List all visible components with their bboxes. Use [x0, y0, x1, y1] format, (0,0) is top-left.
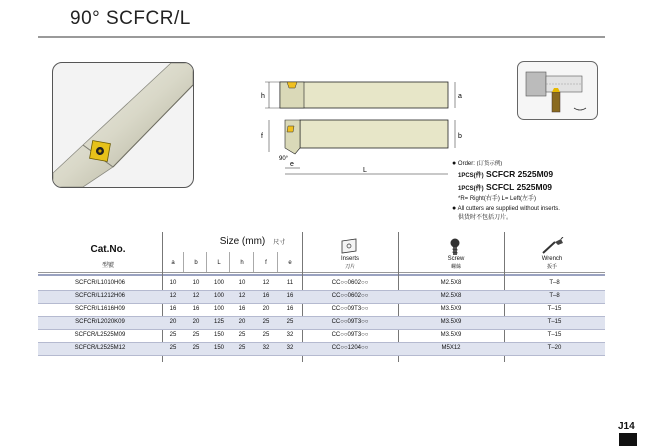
cell-insert: CC○○09T3○○	[331, 332, 369, 338]
cell-screw: M2.5X8	[440, 293, 462, 299]
cell-l: 100	[213, 306, 224, 312]
wrench-header: Wrench	[541, 256, 563, 262]
table-row	[38, 317, 605, 329]
cell-f: 25	[262, 319, 270, 325]
cell-l: 125	[213, 319, 224, 325]
supply-note-cn: 供货时不包括刀片。	[458, 215, 513, 221]
cell-h: 20	[238, 319, 246, 325]
col-L-header: L	[217, 260, 221, 266]
cell-a: 12	[169, 293, 177, 299]
order-line: ● Order: (订货示例)	[452, 160, 503, 167]
size-header: Size (mm) 尺寸	[219, 236, 286, 247]
dim-L-label: L	[363, 167, 367, 174]
tool-holder-illustration	[53, 63, 193, 187]
cell-e: 11	[286, 280, 294, 286]
cell-screw: M3.5X9	[440, 332, 462, 338]
wrench-icon	[541, 237, 565, 255]
screw-header-cn: 螺絲	[450, 264, 461, 270]
dim-angle-label: 90°	[279, 156, 289, 162]
cell-l: 100	[213, 280, 224, 286]
dim-a-label: a	[458, 93, 462, 100]
order-notes	[452, 159, 642, 223]
cell-h: 25	[238, 345, 246, 351]
col-e-header: e	[288, 260, 292, 266]
cell-insert: CC○○09T3○○	[331, 319, 369, 325]
dimension-drawing	[255, 74, 470, 178]
col-a-header: a	[171, 260, 175, 266]
cell-a: 10	[169, 280, 177, 286]
screw-header: Screw	[447, 256, 465, 262]
table-row	[38, 291, 605, 303]
cell-screw: M2.5X8	[440, 280, 462, 286]
order-label-cn: (订货示例)	[476, 161, 503, 167]
cell-screw: M5X12	[441, 345, 461, 351]
col-f-header: f	[265, 260, 267, 266]
cell-e: 32	[286, 345, 294, 351]
rl-note: *R= Right(右手) L= Left(左手)	[458, 196, 537, 202]
cell-e: 32	[286, 332, 294, 338]
side-view-body	[300, 120, 448, 148]
cell-a: 16	[169, 306, 177, 312]
cell-insert: CC○○0602○○	[331, 293, 369, 299]
cell-b: 12	[192, 293, 200, 299]
screw-icon	[448, 238, 462, 256]
cell-wrench: T–15	[547, 319, 562, 325]
tool-holder-photo	[52, 62, 194, 188]
cell-wrench: T–20	[547, 345, 562, 351]
cell-a: 20	[169, 319, 177, 325]
cell-f: 25	[262, 332, 270, 338]
cell-cat: SCFCR/L2020K09	[75, 319, 125, 325]
cell-cat: SCFCR/L2525M12	[74, 345, 126, 351]
cell-e: 16	[286, 293, 294, 299]
cell-h: 10	[238, 280, 246, 286]
top-view-body	[280, 82, 448, 108]
cell-f: 20	[262, 306, 270, 312]
spec-table	[38, 232, 605, 362]
cell-l: 100	[213, 293, 224, 299]
cell-f: 12	[262, 280, 270, 286]
cell-b: 10	[192, 280, 200, 286]
cat-no-header-cn: 型號	[101, 263, 114, 269]
table-row	[38, 278, 605, 290]
cell-screw: M3.5X9	[440, 306, 462, 312]
dim-b-label: b	[458, 133, 462, 140]
page-title: 90° SCFCR/L	[70, 8, 191, 29]
cell-cat: SCFCR/L2525M09	[74, 332, 126, 338]
table-row	[38, 330, 605, 342]
table-row	[38, 343, 605, 355]
page-tab-marker	[619, 433, 637, 446]
order-example-1: 1PCS(件) SCFCR 2525M09	[458, 169, 554, 179]
cell-e: 25	[286, 319, 294, 325]
cell-b: 25	[192, 345, 200, 351]
cell-e: 16	[286, 306, 294, 312]
cell-wrench: T–15	[547, 306, 562, 312]
cell-h: 12	[238, 293, 246, 299]
header-underline	[38, 274, 605, 276]
header-rule	[38, 272, 605, 273]
cell-h: 16	[238, 306, 246, 312]
inserts-header-cn: 刀片	[344, 264, 355, 270]
title-divider	[38, 36, 605, 38]
cell-l: 150	[213, 332, 224, 338]
cell-l: 150	[213, 345, 224, 351]
col-b-header: b	[194, 260, 198, 266]
cell-cat: SCFCR/L1212H06	[74, 293, 126, 299]
machining-thumbnail	[517, 61, 598, 120]
cell-a: 25	[169, 345, 177, 351]
cell-b: 16	[192, 306, 200, 312]
cell-cat: SCFCR/L1616H09	[74, 306, 126, 312]
row-separator	[38, 355, 605, 356]
cell-f: 16	[262, 293, 270, 299]
cell-f: 32	[262, 345, 270, 351]
supply-note: ● All cutters are supplied without inserts.	[452, 205, 560, 212]
page-number: J14	[618, 421, 635, 432]
cell-b: 20	[192, 319, 200, 325]
dim-e-label: e	[290, 161, 294, 168]
inserts-header: Inserts	[340, 256, 359, 262]
wrench-header-cn: 扳手	[546, 264, 557, 270]
cell-insert: CC○○0602○○	[331, 280, 369, 286]
dim-f-label: f	[261, 133, 263, 140]
order-label: Order:	[457, 161, 475, 167]
insert-icon	[340, 238, 358, 254]
cell-h: 25	[238, 332, 246, 338]
order-example-2: 1PCS(件) SCFCL 2525M09	[458, 182, 553, 192]
cell-wrench: T–15	[547, 332, 562, 338]
turning-operation-icon	[518, 62, 597, 119]
cell-wrench: T–8	[549, 280, 560, 286]
cell-b: 25	[192, 332, 200, 338]
cell-screw: M3.5X9	[440, 319, 462, 325]
cell-insert: CC○○09T3○○	[331, 306, 369, 312]
cell-cat: SCFCR/L1010H06	[74, 280, 126, 286]
cat-no-header: Cat.No.	[90, 244, 126, 255]
col-h-header: h	[240, 260, 244, 266]
cell-a: 25	[169, 332, 177, 338]
cell-insert: CC○○1204○○	[331, 345, 369, 351]
cell-wrench: T–8	[549, 293, 560, 299]
table-row	[38, 304, 605, 316]
dim-h-label: h	[261, 93, 265, 100]
